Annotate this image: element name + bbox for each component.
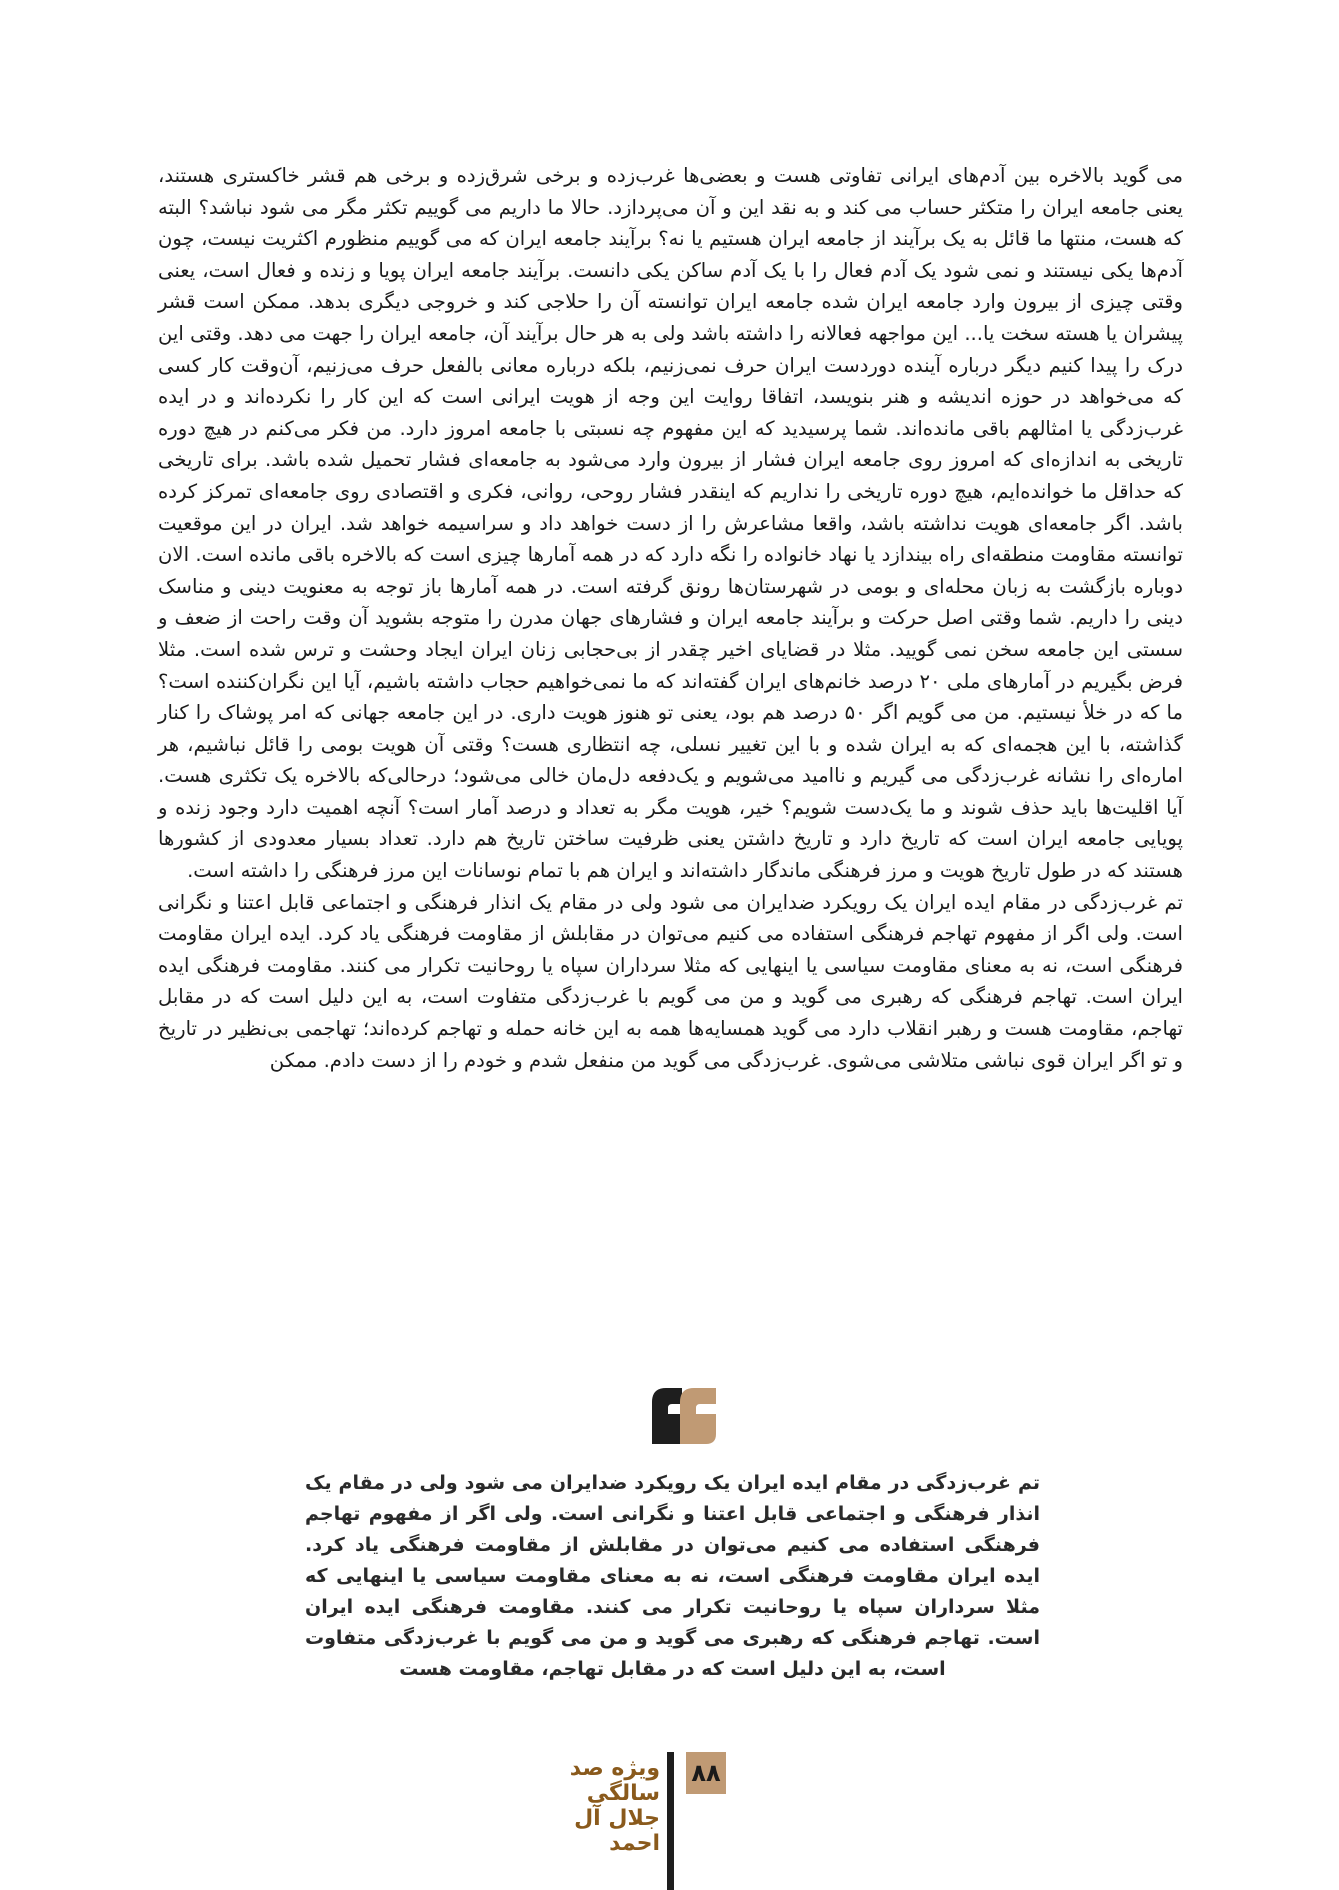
footer-divider-bar [667,1752,674,1890]
article-body [158,160,1183,1076]
article-paragraph: می گوید بالاخره بین آدم‌های ایرانی تفاوتی هست و بعضی‌ها غرب‌زده و برخی شرق‌زده و برخی هم قشر خاکستری هستند، یعنی جامعه ایران را متکثر حساب می کند و به نقد این و آن می‌پردازد. حالا ما داریم می گوییم تکثر مگر می شود نباشد؟ البته که هست، منتها ما قائل به یک برآیند از جامعه ایران هستیم یا نه؟ برآیند جامعه ایران که می گوییم منظورم اکثریت نیست، چون آدم‌ها یکی نیستند و نمی شود یک آدم فعال را با یک آدم ساکن یکی دانست. برآیند جامعه ایران پویا و زنده و فعال است، یعنی وقتی چیزی از بیرون وارد جامعه ایران شده جامعه ایران توانسته آن را حلاجی کند و خروجی دیگری بدهد. ممکن است قشر پیشران یا هسته سخت یا... این مواجهه فعالانه را داشته باشد ولی به هر حال برآیند آن، جامعه ایران را جهت می دهد. وقتی این درک را پیدا کنیم دیگر درباره آینده دوردست ایران حرف نمی‌زنیم، بلکه درباره معانی بالفعل حرف می‌زنیم، آن‌وقت کار کسی که می‌خواهد در حوزه اندیشه و هنر بنویسد، اتفاقا روایت این وجه از هویت ایرانی است که این کار را نکرده‌اند و در ایده غرب‌زدگی یا امثالهم باقی مانده‌اند. شما پرسیدید که این مفهوم چه نسبتی با جامعه امروز دارد. من فکر می‌کنم در هیچ دوره تاریخی به اندازه‌ای که امروز روی جامعه ایران فشار از بیرون وارد می‌شود به جامعه‌ای فشار تحمیل شده باشد. برای تاریخی که حداقل ما خوانده‌ایم، هیچ دوره تاریخی را نداریم که اینقدر فشار روحی، روانی، فکری و اقتصادی روی جامعه‌ای تمرکز کرده باشد. اگر جامعه‌ای هویت نداشته باشد، واقعا مشاعرش را از دست خواهد داد و سراسیمه خواهد شد. ایران در این موقعیت توانسته مقاومت منطقه‌ای راه بیندازد یا نهاد خانواده را نگه دارد که در همه آمارها چیزی است که بالاخره باقی مانده است. الان دوباره بازگشت به زبان محله‌ای و بومی در شهرستان‌ها رونق گرفته است. در همه آمارها باز توجه به معنویت دینی و مناسک دینی را داریم. شما وقتی اصل حرکت و برآیند جامعه ایران و فشارهای جهان مدرن را متوجه بشوید آن وقت راحت از ضعف و سستی این جامعه سخن نمی گویید. مثلا در قضایای اخیر چقدر از بی‌حجابی زنان ایران ایجاد وحشت و ترس شده است. مثلا فرض بگیریم در آمارهای ملی ۲۰ درصد خانم‌های ایران گفته‌اند که ما نمی‌خواهیم حجاب داشته باشیم، آیا این نگران‌کننده است؟ ما که در خلأ نیستیم. من می گویم اگر ۵۰ درصد هم بود، یعنی تو هنوز هویت داری. در این جامعه جهانی که امر پوشاک را کنار گذاشته، با این هجمه‌ای که به ایران شده و با این تغییر نسلی، چه انتظاری هست؟ وقتی آن هویت بومی را قائل نباشیم، هر اماره‌ای را نشانه غرب‌زدگی می گیریم و ناامید می‌شویم و یک‌دفعه دل‌مان خالی می‌شود؛ درحالی‌که بالاخره یک تکثری هست. آیا اقلیت‌ها باید حذف شوند و ما یک‌دست شویم؟ خیر، هویت مگر به تعداد و درصد آمار است؟ آنچه اهمیت دارد وجود زنده و پویایی جامعه ایران است که تاریخ دارد و تاریخ داشتن یعنی ظرفیت ساختن تاریخ هم دارد. تعداد بسیار معدودی از کشورها هستند که در طول تاریخ هویت و مرز فرهنگی ماندگار داشته‌اند و ایران هم با تمام نوسانات این مرز فرهنگی را داشته است. [158,164,1184,883]
quotation-mark-icon [650,1386,718,1444]
magazine-section-title [520,1756,660,1856]
section-title-line-2: جلال آل احمد [574,1806,660,1856]
article-paragraph: تم غرب‌زدگی در مقام ایده ایران یک رویکرد ضدایران می شود ولی در مقام یک انذار فرهنگی و اجتماعی قابل اعتنا و نگرانی است. ولی اگر از مفهوم تهاجم فرهنگی استفاده می کنیم می‌توان در مقابلش از مقاومت فرهنگی یاد کرد. ایده ایران مقاومت فرهنگی است، نه به معنای مقاومت سیاسی یا اینهایی که مثلا سرداران سپاه یا روحانیت تکرار می کنند. مقاومت فرهنگی ایده ایران است. تهاجم فرهنگی که رهبری می گوید و من می گویم با غرب‌زدگی متفاوت است، به این دلیل است که در مقابل تهاجم، مقاومت هست و رهبر انقلاب دارد می گوید همسایه‌ها همه به این خانه حمله و تهاجم کرده‌اند؛ تهاجمی بی‌نظیر در تاریخ و تو اگر ایران قوی نباشی متلاشی می‌شوی. غرب‌زدگی می گوید من منفعل شدم و خودم را از دست دادم. ممکن [158,890,1183,1072]
section-title-line-1: ویژه صد سالگی [569,1756,660,1806]
pull-quote: تم غرب‌زدگی در مقام ایده ایران یک رویکرد ضدایران می شود ولی در مقام یک انذار فرهنگی و اجتماعی قابل اعتنا و نگرانی است. ولی اگر از مفهوم تهاجم فرهنگی استفاده می کنیم می‌توان در مقابلش از مقاومت فرهنگی یاد کرد. ایده ایران مقاومت فرهنگی است، نه به معنای مقاومت سیاسی یا اینهایی که مثلا سرداران سپاه یا روحانیت تکرار می کنند. مقاومت فرهنگی ایده ایران است. تهاجم فرهنگی که رهبری می گوید و من می گویم با غرب‌زدگی متفاوت است، به این دلیل است که در مقابل تهاجم، مقاومت هست [305,1472,1040,1680]
page-number-badge: ۸۸ [686,1752,726,1794]
